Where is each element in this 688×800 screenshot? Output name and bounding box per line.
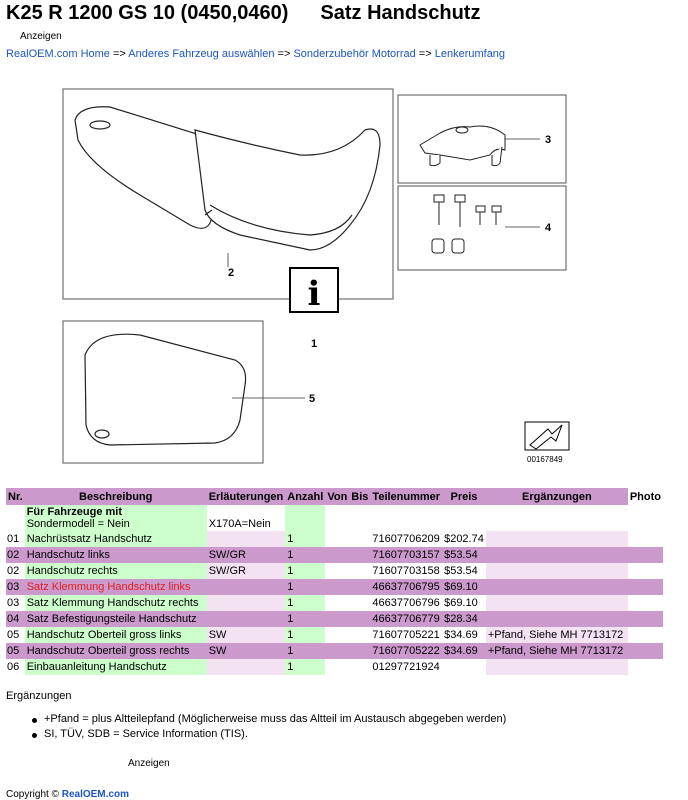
row-photo: [628, 547, 663, 563]
group-code: X170A=Nein: [207, 505, 286, 531]
row-description: Satz Klemmung Handschutz links: [25, 579, 207, 595]
table-row[interactable]: [6, 659, 663, 675]
callout-4: 4: [545, 222, 552, 234]
row-ergaenzung: [486, 579, 628, 595]
row-photo: [628, 531, 663, 547]
handguard-drawing: [75, 107, 380, 250]
diagram-svg: [0, 85, 688, 465]
callout-2: 2: [228, 267, 235, 279]
row-bis: [349, 547, 370, 563]
ads-label: Anzeigen: [20, 31, 62, 42]
col-ergaenzungen: Ergänzungen: [486, 488, 628, 505]
row-bis: [349, 643, 370, 659]
note-item: SI, TÜV, SDB = Service Information (TIS).: [30, 728, 506, 743]
row-anzahl: 1: [285, 643, 325, 659]
table-row[interactable]: [6, 611, 663, 627]
row-nr: 06: [6, 659, 25, 675]
row-anzahl: 1: [285, 611, 325, 627]
row-erlaeuterung: SW: [207, 627, 286, 643]
row-nr: 02: [6, 563, 25, 579]
row-photo: [628, 611, 663, 627]
row-erlaeuterung: [207, 579, 286, 595]
row-ergaenzung: [486, 547, 628, 563]
row-description: Einbauanleitung Handschutz: [25, 659, 207, 675]
row-nr: 05: [6, 643, 25, 659]
ergaenzungen-title: Ergänzungen: [6, 690, 72, 702]
clamp-drawing: [420, 126, 505, 166]
row-von: [325, 595, 349, 611]
breadcrumb-separator: =>: [277, 48, 291, 60]
row-erlaeuterung: [207, 595, 286, 611]
view-arrow-icon: [525, 422, 569, 450]
row-von: [325, 611, 349, 627]
row-erlaeuterung: SW/GR: [207, 547, 286, 563]
row-price: $34.69: [442, 627, 486, 643]
footer: [6, 789, 129, 800]
row-erlaeuterung: [207, 659, 286, 675]
frame-fasteners: [398, 186, 566, 270]
group-condition: Sondermodell = Nein: [26, 518, 130, 530]
row-erlaeuterung: SW/GR: [207, 563, 286, 579]
breadcrumb-separator: =>: [418, 48, 432, 60]
row-price: $69.10: [442, 579, 486, 595]
row-bis: [349, 563, 370, 579]
row-von: [325, 659, 349, 675]
row-anzahl: 1: [285, 547, 325, 563]
row-von: [325, 531, 349, 547]
row-ergaenzung: [486, 611, 628, 627]
row-price: $69.10: [442, 595, 486, 611]
row-part-number: 71607703158: [370, 563, 442, 579]
row-nr: 03: [6, 595, 25, 611]
row-bis: [349, 627, 370, 643]
row-bis: [349, 659, 370, 675]
page-title: [6, 2, 480, 25]
breadcrumb: [6, 48, 505, 60]
info-symbol: [290, 268, 338, 314]
row-photo: [628, 643, 663, 659]
row-description: Handschutz Oberteil gross rechts: [25, 643, 207, 659]
row-description: Nachrüstsatz Handschutz: [25, 531, 207, 547]
row-nr: 01: [6, 531, 25, 547]
row-photo: [628, 659, 663, 675]
row-erlaeuterung: [207, 531, 286, 547]
group-title: Satz Handschutz: [320, 2, 481, 24]
group-header-row: [6, 505, 663, 531]
row-part-number: 01297721924: [370, 659, 442, 675]
col-teilenummer: Teilenummer: [370, 488, 442, 505]
row-part-number: 46637706796: [370, 595, 442, 611]
row-part-number: 46637706779: [370, 611, 442, 627]
col-von: Von: [325, 488, 349, 505]
breadcrumb-handlebar[interactable]: Lenkerumfang: [434, 48, 506, 60]
row-description: Handschutz rechts: [25, 563, 207, 579]
row-ergaenzung: [486, 531, 628, 547]
row-anzahl: 1: [285, 627, 325, 643]
callout-1: 1: [311, 338, 318, 350]
col-nr: Nr.: [6, 488, 25, 505]
table-header-row: [6, 488, 663, 505]
row-price: $28.34: [442, 611, 486, 627]
row-part-number: 46637706795: [370, 579, 442, 595]
col-bis: Bis: [349, 488, 370, 505]
fasteners-drawing: [432, 195, 501, 253]
row-nr: 05: [6, 627, 25, 643]
ads-label-bottom: Anzeigen: [128, 758, 170, 769]
table-row[interactable]: [6, 579, 663, 595]
parts-table: [6, 488, 663, 675]
row-price: $53.54: [442, 563, 486, 579]
callout-3: 3: [545, 134, 552, 146]
row-bis: [349, 611, 370, 627]
row-von: [325, 643, 349, 659]
copyright-text: Copyright ©: [6, 789, 59, 800]
parts-diagram[interactable]: [0, 85, 688, 465]
row-von: [325, 547, 349, 563]
model-title: K25 R 1200 GS 10 (0450,0460): [6, 2, 289, 24]
row-ergaenzung: [486, 595, 628, 611]
table-row[interactable]: [6, 643, 663, 659]
row-price: $202.74: [444, 533, 484, 545]
row-ergaenzung: [486, 563, 628, 579]
row-erlaeuterung: [207, 611, 286, 627]
row-ergaenzung: [486, 659, 628, 675]
col-erlaeuterungen: Erläuterungen: [207, 488, 286, 505]
col-beschreibung: Beschreibung: [25, 488, 207, 505]
row-von: [325, 563, 349, 579]
footer-link[interactable]: RealOEM.com: [61, 789, 129, 800]
row-photo: [628, 563, 663, 579]
row-ergaenzung: +Pfand, Siehe MH 7713172: [486, 627, 628, 643]
row-description: Handschutz Oberteil gross links: [25, 627, 207, 643]
upper-shell-drawing: [85, 334, 246, 445]
row-price: [442, 659, 486, 675]
callout-5: 5: [309, 393, 316, 405]
row-anzahl: 1: [285, 531, 325, 547]
breadcrumb-accessories[interactable]: Sonderzubehör Motorrad: [293, 48, 416, 60]
row-part-number: 71607705221: [370, 627, 442, 643]
row-ergaenzung: +Pfand, Siehe MH 7713172: [486, 643, 628, 659]
row-anzahl: 1: [285, 579, 325, 595]
row-bis: [349, 579, 370, 595]
table-row[interactable]: [6, 531, 663, 547]
row-nr: 03: [6, 579, 25, 595]
row-nr: 02: [6, 547, 25, 563]
row-anzahl: 1: [285, 595, 325, 611]
row-description: Satz Befestigungsteile Handschutz: [25, 611, 207, 627]
row-description: Satz Klemmung Handschutz rechts: [25, 595, 207, 611]
row-nr: 04: [6, 611, 25, 627]
group-label: Für Fahrzeuge mit: [26, 506, 123, 518]
note-item: +Pfand = plus Altteilepfand (Möglicherweise muss das Altteil im Austausch abgegeben werden): [30, 713, 506, 728]
row-part-number: 71607703157: [370, 547, 442, 563]
col-photo: Photo: [628, 488, 663, 505]
row-part-number: 71607706209: [370, 531, 442, 547]
table-row[interactable]: [6, 563, 663, 579]
table-row[interactable]: [6, 595, 663, 611]
row-erlaeuterung: SW: [207, 643, 286, 659]
row-price: $53.54: [442, 547, 486, 563]
breadcrumb-separator: =>: [112, 48, 126, 60]
table-row[interactable]: [6, 627, 663, 643]
breadcrumb-select-vehicle[interactable]: Anderes Fahrzeug auswählen: [128, 48, 275, 60]
row-anzahl: 1: [285, 659, 325, 675]
table-row[interactable]: [6, 547, 663, 563]
image-number: 00167849: [527, 455, 563, 464]
row-photo: [628, 627, 663, 643]
col-preis: Preis: [442, 488, 486, 505]
ergaenzungen-notes: [30, 713, 506, 743]
row-part-number: 71607705222: [370, 643, 442, 659]
col-anzahl: Anzahl: [285, 488, 325, 505]
row-price: $34.69: [442, 643, 486, 659]
breadcrumb-home[interactable]: RealOEM.com Home: [6, 48, 110, 60]
row-anzahl: 1: [285, 563, 325, 579]
info-glyph: i: [307, 274, 321, 314]
row-bis: [349, 595, 370, 611]
row-von: [325, 579, 349, 595]
row-description: Handschutz links: [25, 547, 207, 563]
row-von: [325, 627, 349, 643]
row-photo: [628, 595, 663, 611]
row-photo: [628, 579, 663, 595]
row-bis: [349, 531, 370, 547]
